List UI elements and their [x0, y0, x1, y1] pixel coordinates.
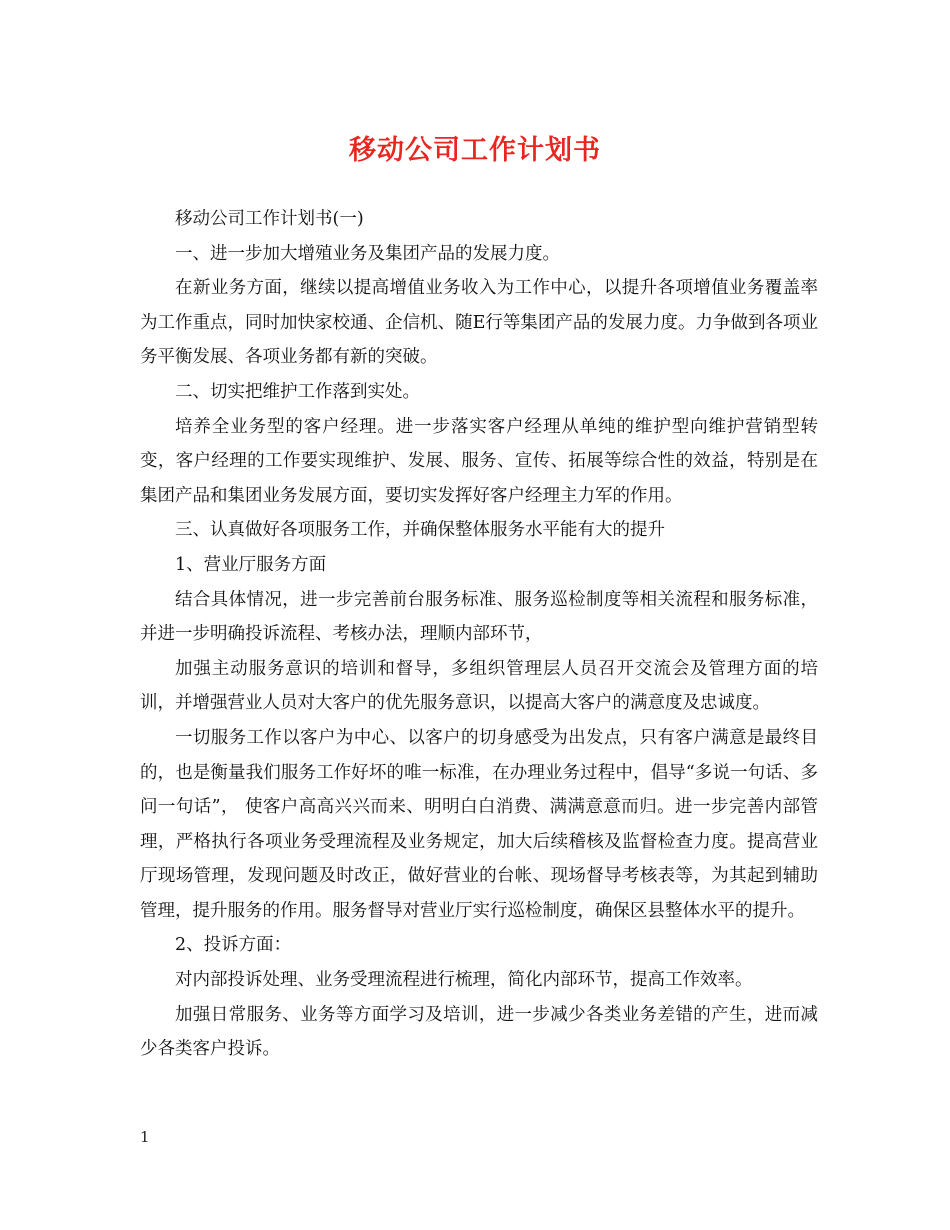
paragraph-new-business: 在新业务方面，继续以提高增值业务收入为工作中心，以提升各项增值业务覆盖率为工作重点，同时加快家校通、企信机、随E行等集团产品的发展力度。力争做到各项业务平衡发展、各项业务都有新的突破。 — [140, 278, 818, 368]
paragraph-training: 加强主动服务意识的培训和督导，多组织管理层人员召开交流会及管理方面的培训，并增强营业人员对大客户的优先服务意识，以提高大客户的满意度及忠诚度。 — [140, 658, 818, 714]
paragraph-section-3-heading: 三、认真做好各项服务工作，并确保整体服务水平能有大的提升 — [175, 520, 665, 541]
paragraph-subtitle: 移动公司工作计划书(一) — [175, 209, 364, 229]
page-number: 1 — [140, 1128, 150, 1146]
paragraph-daily-training: 加强日常服务、业务等方面学习及培训，进一步减少各类业务差错的产生，进而减少各类客户投诉。 — [140, 1004, 818, 1060]
paragraph-hall-service-heading: 1、营业厅服务方面 — [175, 554, 327, 575]
paragraph-section-2-heading: 二、切实把维护工作落到实处。 — [175, 381, 420, 402]
document-title: 移动公司工作计划书 — [349, 135, 601, 166]
document-body — [140, 202, 818, 1067]
paragraph-complaint-process: 对内部投诉处理、业务受理流程进行梳理，简化内部环节，提高工作效率。 — [175, 970, 753, 991]
paragraph-section-1-heading: 一、进一步加大增殖业务及集团产品的发展力度。 — [175, 243, 560, 264]
paragraph-account-manager: 培养全业务型的客户经理。进一步落实客户经理从单纯的维护型向维护营销型转变，客户经理的工作要实现维护、发展、服务、宣传、拓展等综合性的效益，特别是在集团产品和集团业务发展方面，要切实发挥好客户经理主力军的作用。 — [140, 416, 818, 506]
paragraph-service-standards: 结合具体情况，进一步完善前台服务标准、服务巡检制度等相关流程和服务标准，并进一步明确投诉流程、考核办法，理顺内部环节， — [140, 589, 818, 645]
paragraph-complaints-heading: 2、投诉方面： — [175, 935, 292, 956]
paragraph-customer-centered: 一切服务工作以客户为中心、以客户的切身感受为出发点，只有客户满意是最终目的，也是衡量我们服务工作好坏的唯一标准，在办理业务过程中，倡导“多说一句话、多问一句话”， 使客户高高兴兴而来、明明白白消费、满满意意而归。进一步完善内部管理，严格执行各项业务受理流程及业务规定，加大后续稽核及监督检查力度。提高营业厅现场管理，发现问题及时改正，做好营业的台帐、现场督导考核表等，为其起到辅助管理，提升服务的作用。服务督导对营业厅实行巡检制度，确保区县整体水平的提升。 — [140, 727, 818, 921]
